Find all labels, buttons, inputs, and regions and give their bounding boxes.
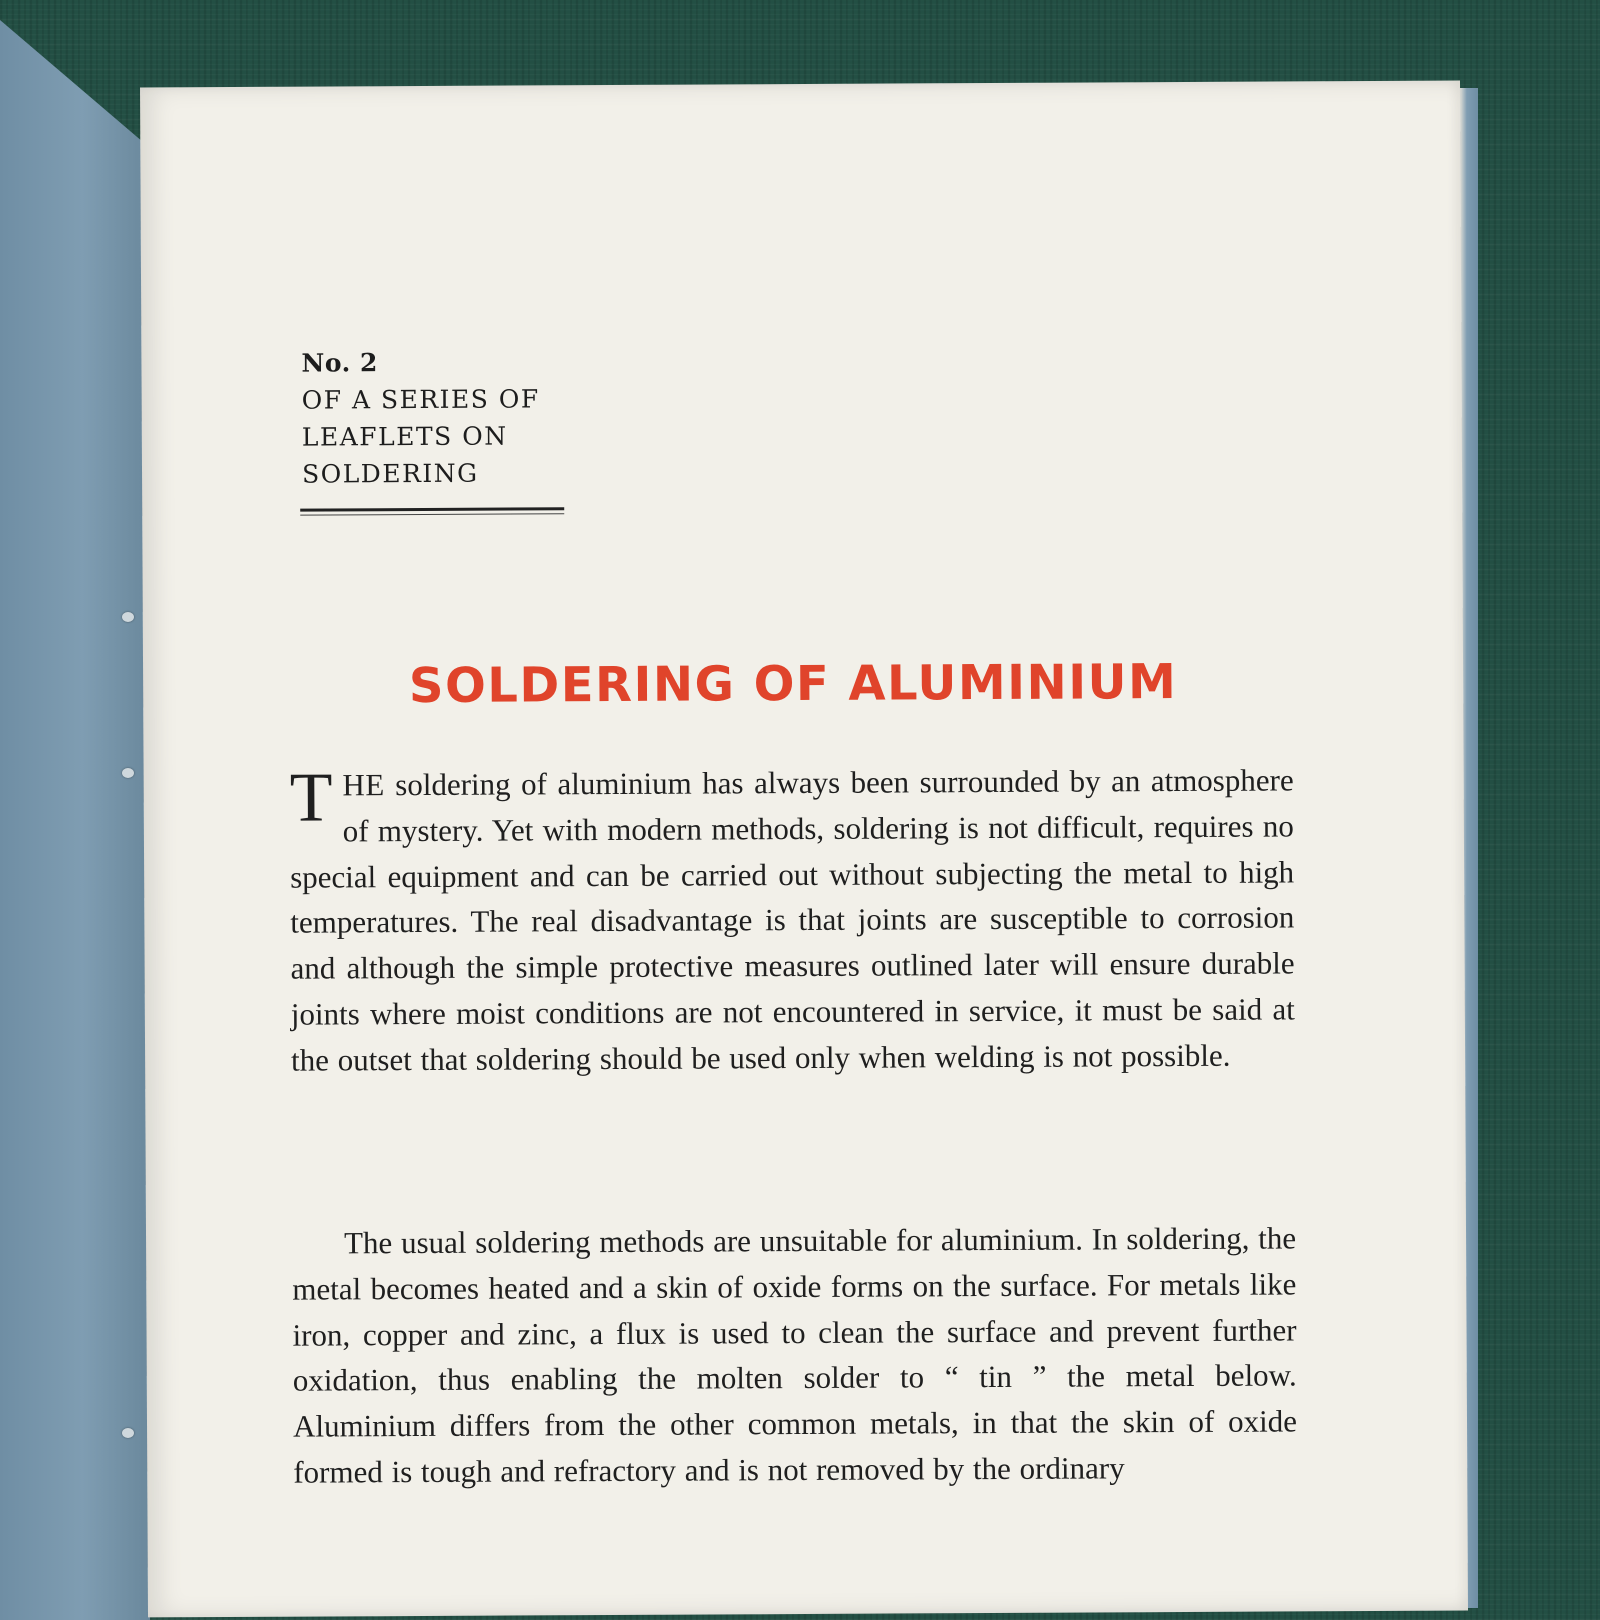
series-line: SOLDERING bbox=[301, 458, 479, 489]
first-word-rest: HE bbox=[342, 767, 385, 803]
series-heading bbox=[301, 343, 540, 492]
series-line: LEAFLETS ON bbox=[301, 421, 508, 452]
leaflet-number: No. 2 bbox=[301, 348, 378, 378]
series-line: OF A SERIES OF bbox=[301, 384, 540, 415]
page-title: SOLDERING OF ALUMINIUM bbox=[408, 654, 1178, 715]
body-paragraph: The usual soldering methods are unsuitable for aluminium. In soldering, the metal becomes heated and a skin of oxide forms on the surface. For metals like iron, copper and zinc, a flux is used to clean the surface and prevent further oxidation, thus enabling the molten solder to “ tin ” the metal below. Aluminium differs from the other common metals, in that the skin of oxide formed is tough and refractory and is not removed by the ordinary bbox=[292, 1220, 1298, 1490]
drop-cap: T bbox=[289, 759, 333, 837]
series-rule bbox=[300, 507, 564, 515]
intro-paragraph-text: soldering of aluminium has always been surrounded by an atmosphere of mystery. Yet with modern methods, soldering is not difficult, requires no special equipment and can be carried out without subjecting the metal to high temperatures. The real disadvantage is that joints are susceptible to corrosion and although the simple protective measures outlined later will ensure durable joints where moist conditions are not encountered in service, it must be said at the outset that soldering should be used only when welding is not possible. bbox=[290, 762, 1295, 1078]
booklet-page bbox=[140, 81, 1468, 1618]
intro-paragraph bbox=[290, 757, 1296, 1083]
binding-stitch bbox=[122, 768, 134, 778]
booklet-cover bbox=[0, 20, 150, 1620]
binding-stitch bbox=[122, 1428, 134, 1438]
binding-stitch bbox=[122, 612, 134, 622]
